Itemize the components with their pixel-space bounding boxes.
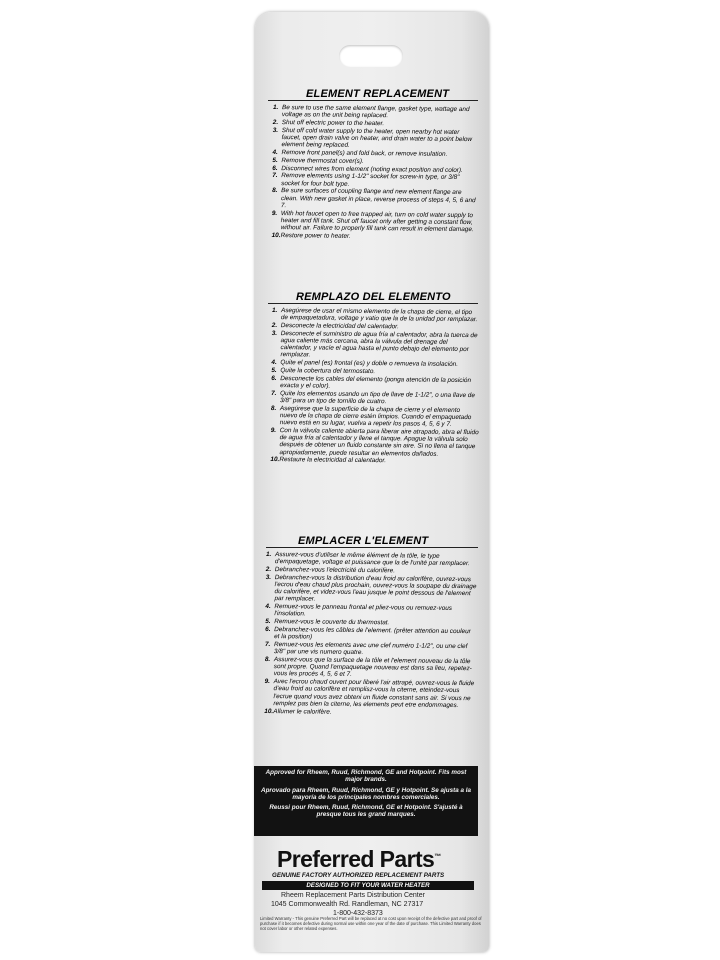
step-text: Be sure surfaces of coupling flange and new element flange are clean. With new gasket in place, reverse process of steps 4, 5, 6 and 7. — [280, 187, 476, 209]
step-text: Asegúrese que la superficie de la chapa de cierre y el elemento nuevo de la chapa de cierre estén limpios. Cuando el empaquetado nuevo está en su lugar, vuelva a repetir los pasos 4, 5, 6 y 7. — [279, 404, 472, 429]
step-number: 10. — [271, 231, 281, 239]
step-text: Shut off electric power to the heater. — [281, 119, 385, 128]
step-text: Remove front panel(s) and fold back, or remove insulation. — [281, 149, 448, 158]
step-text: Restaure la electricidad al calentador. — [279, 456, 387, 465]
step-text: Desconecte los cables del elemento (ponga atención de la posición exacta y el color). — [280, 374, 472, 390]
spanish-step — [271, 405, 479, 429]
brand-logo — [277, 846, 441, 873]
address-line-2: 1045 Commonwealth Rd. Randleman, NC 27317 — [271, 901, 424, 908]
step-text: Remuez-vous les elements avec une clef numéro 1-1/2", ou une clef 3/8" par une vis numero quatre. — [273, 641, 468, 657]
step-text: Debranchez-vous la distribution d'eau froid au calorifère, ouvrez-vous l'ecrou d'eau chaud plus prochain, ouvrez-vous la soupape du drainage du calorifère, et videz-vous l'eau jusque le point dessous de l'element par remplacer. — [274, 573, 477, 603]
step-number: 3. — [265, 573, 272, 581]
brand-tagline: GENUINE FACTORY AUTHORIZED REPLACEMENT PARTS — [272, 872, 445, 879]
spanish-rule — [268, 303, 478, 304]
step-text: Quite el panel (es) frontal (es) y doble o remueva la insolación. — [280, 359, 459, 369]
step-text: Remove thermostat cover(s). — [281, 156, 364, 165]
english-heading: ELEMENT REPLACEMENT — [306, 88, 450, 100]
spanish-step — [271, 390, 479, 407]
english-step — [272, 187, 478, 211]
french-steps — [264, 551, 478, 718]
french-step — [264, 678, 476, 709]
step-text: Asegúrese de usar el mismo elemento de la chapa de cierre, el tipo de empaquetadura, voltage y vatio que la de la unidad por remplazar. — [280, 307, 478, 324]
step-number: 1. — [272, 104, 279, 112]
step-number: 9. — [264, 678, 271, 686]
step-number: 2. — [271, 321, 278, 330]
spanish-steps — [270, 307, 480, 466]
french-step — [265, 656, 477, 680]
step-number: 5. — [265, 618, 271, 626]
step-text: Remuez-vous le couverte du thermostat. — [274, 618, 390, 627]
step-text: Restore power to heater. — [280, 231, 351, 240]
english-step — [272, 172, 478, 189]
step-number: 7. — [271, 389, 277, 397]
spanish-step — [270, 427, 478, 458]
step-number: 8. — [270, 404, 277, 412]
english-step — [272, 232, 478, 241]
step-number: 7. — [272, 172, 278, 180]
french-step — [265, 574, 477, 605]
step-number: 9. — [271, 209, 278, 217]
step-number: 8. — [272, 187, 278, 195]
step-number: 3. — [271, 329, 278, 337]
step-text: Remove elements using 1-1/2" socket for screw-in type, or 3/8" socket for four bolt type. — [281, 172, 460, 188]
step-text: Assurez-vous d'utiliser le même élément de la tôle, le type d'empaquetage, voltage et puissance que la de l'unité par remplacer. — [274, 551, 470, 568]
spanish-step — [272, 307, 480, 324]
step-text: Assurez-vous que la surface de la tôle et l'element nouveau de la tôle sont propre. Quand l'empaquetage nouveau est dans sa lieu, repetez-vous les procés 4, 5, 6 et 7. — [273, 656, 472, 679]
spanish-step — [270, 456, 478, 465]
step-number: 10. — [264, 707, 274, 715]
step-number: 6. — [271, 374, 277, 382]
step-text: Desconecte el suministro de agua fría al calentador, abra la tuerca de agua caliente más cercana, abra la válvula del drenage del calentador, y vacíe el agua hasta el punto debajo del elemento por remplazar. — [280, 329, 478, 359]
step-number: 4. — [272, 148, 278, 157]
step-text: Avec l'ecrou chaud ouvert pour liberé l'air attrapé, ouvrez-vous le fluide d'eau froid au calorifère et remplisz-vous la citerne, eteindez-vous l'ecrue quand vous avez obteni un fluide constant sans air. Si vous ne remplez pas bien la citerne, les elements peut etre endommages. — [273, 678, 475, 709]
spanish-heading: REMPLAZO DEL ELEMENTO — [296, 291, 451, 303]
step-text: Disconnect wires from element (noting exact position and color). — [281, 164, 463, 174]
step-number: 10. — [270, 456, 280, 464]
step-number: 7. — [264, 640, 271, 649]
french-step — [264, 708, 476, 717]
english-step — [273, 104, 479, 121]
trademark: ™ — [434, 853, 441, 861]
step-number: 2. — [272, 118, 279, 127]
step-number: 5. — [272, 156, 278, 164]
french-heading: EMPLACER L'ELEMENT — [298, 535, 429, 547]
approval-box — [254, 766, 478, 836]
step-text: Shut off cold water supply to the heater, open nearby hot water faucet, open drain valve on heater, and drain water to a point below element being replaced. — [281, 126, 473, 150]
warranty-text: Limited Warranty - This genuine Preferred Part will be replaced at no cost upon receipt of the defective part and proof of purchase if it becomes defective during normal use within one year of the date of purchase. This Limited Warranty does not cover labor or other related expenses. — [260, 916, 482, 931]
step-text: Quite la cobertura del termostato. — [280, 367, 376, 376]
french-step — [265, 641, 477, 658]
brand-name: Preferred Parts — [277, 846, 435, 872]
approval-spanish: Aprovado para Rheem, Ruud, Richmond, GE y Hotpoint. Se ajusta a la mayoría de los principales nombres comerciales. — [261, 786, 471, 801]
approval-french: Reussi pour Rheem, Ruud, Richmond, GE et Hotpoint. S'ajusté à presque tous les grand marques. — [269, 804, 463, 819]
english-step — [273, 127, 479, 151]
french-step — [265, 626, 477, 643]
step-number: 3. — [272, 126, 279, 134]
step-text: Debranchez-vous les câbles de l'element. (prêter attention au couleur et la position) — [274, 626, 471, 641]
spanish-step — [271, 330, 479, 361]
step-text: Debranchez-vous l'electricité du calorifère. — [274, 566, 396, 575]
french-step — [265, 603, 477, 620]
step-text: Desconecte la electricidad del calentador. — [280, 322, 399, 331]
phone-number: 1-800-432-8373 — [333, 910, 383, 917]
step-number: 4. — [271, 359, 277, 367]
step-text: With hot faucet open to free trapped air, turn on cold water supply to heater and fill tank. Shut off faucet only after getting a constant flow, without air. Failure to properly fill tank can result in element damage. — [280, 209, 474, 234]
english-step — [272, 210, 478, 234]
step-text: Remuez-vous le panneau frontal et pliez-vous ou remuez-vous l'insolation. — [274, 603, 453, 618]
step-number: 1. — [265, 551, 272, 559]
step-number: 6. — [272, 164, 278, 172]
step-number: 1. — [271, 307, 278, 315]
step-text: Allumer le calorifère. — [273, 707, 332, 716]
step-number: 8. — [264, 655, 271, 664]
french-rule — [266, 547, 478, 548]
english-rule — [268, 100, 478, 101]
french-step — [266, 551, 478, 568]
english-steps — [272, 104, 479, 242]
step-text: Quite los elementos usando un tipo de llave de 1-1/2", o una llave de 3/8" para un tipo de tornillo de cuatro. — [279, 389, 475, 406]
step-text: Be sure to use the same element flange, gasket type, wattage and voltage as on the unit being replaced. — [281, 104, 470, 120]
step-text: Con la válvula caliente abierta para liberar aire atrapado, abra el fluido de agua fría al calentador y llene el tanque. Apague la válvula solo después de obtener un fluido constante sin aire. Si no llena el tanque apropiadamente, puede resultar en elementos dañados. — [279, 427, 479, 458]
step-number: 9. — [270, 426, 277, 435]
step-number: 5. — [271, 366, 277, 375]
approval-english: Approved for Rheem, Ruud, Richmond, GE and Hotpoint. Fits most major brands. — [265, 769, 467, 784]
hang-hole — [339, 45, 403, 67]
step-number: 4. — [265, 603, 271, 611]
spanish-step — [271, 375, 479, 392]
step-number: 2. — [265, 565, 272, 574]
step-number: 6. — [265, 625, 271, 634]
brand-band: DESIGNED TO FIT YOUR WATER HEATER — [262, 881, 474, 890]
address-line-1: Rheem Replacement Parts Distribution Center — [281, 892, 425, 899]
